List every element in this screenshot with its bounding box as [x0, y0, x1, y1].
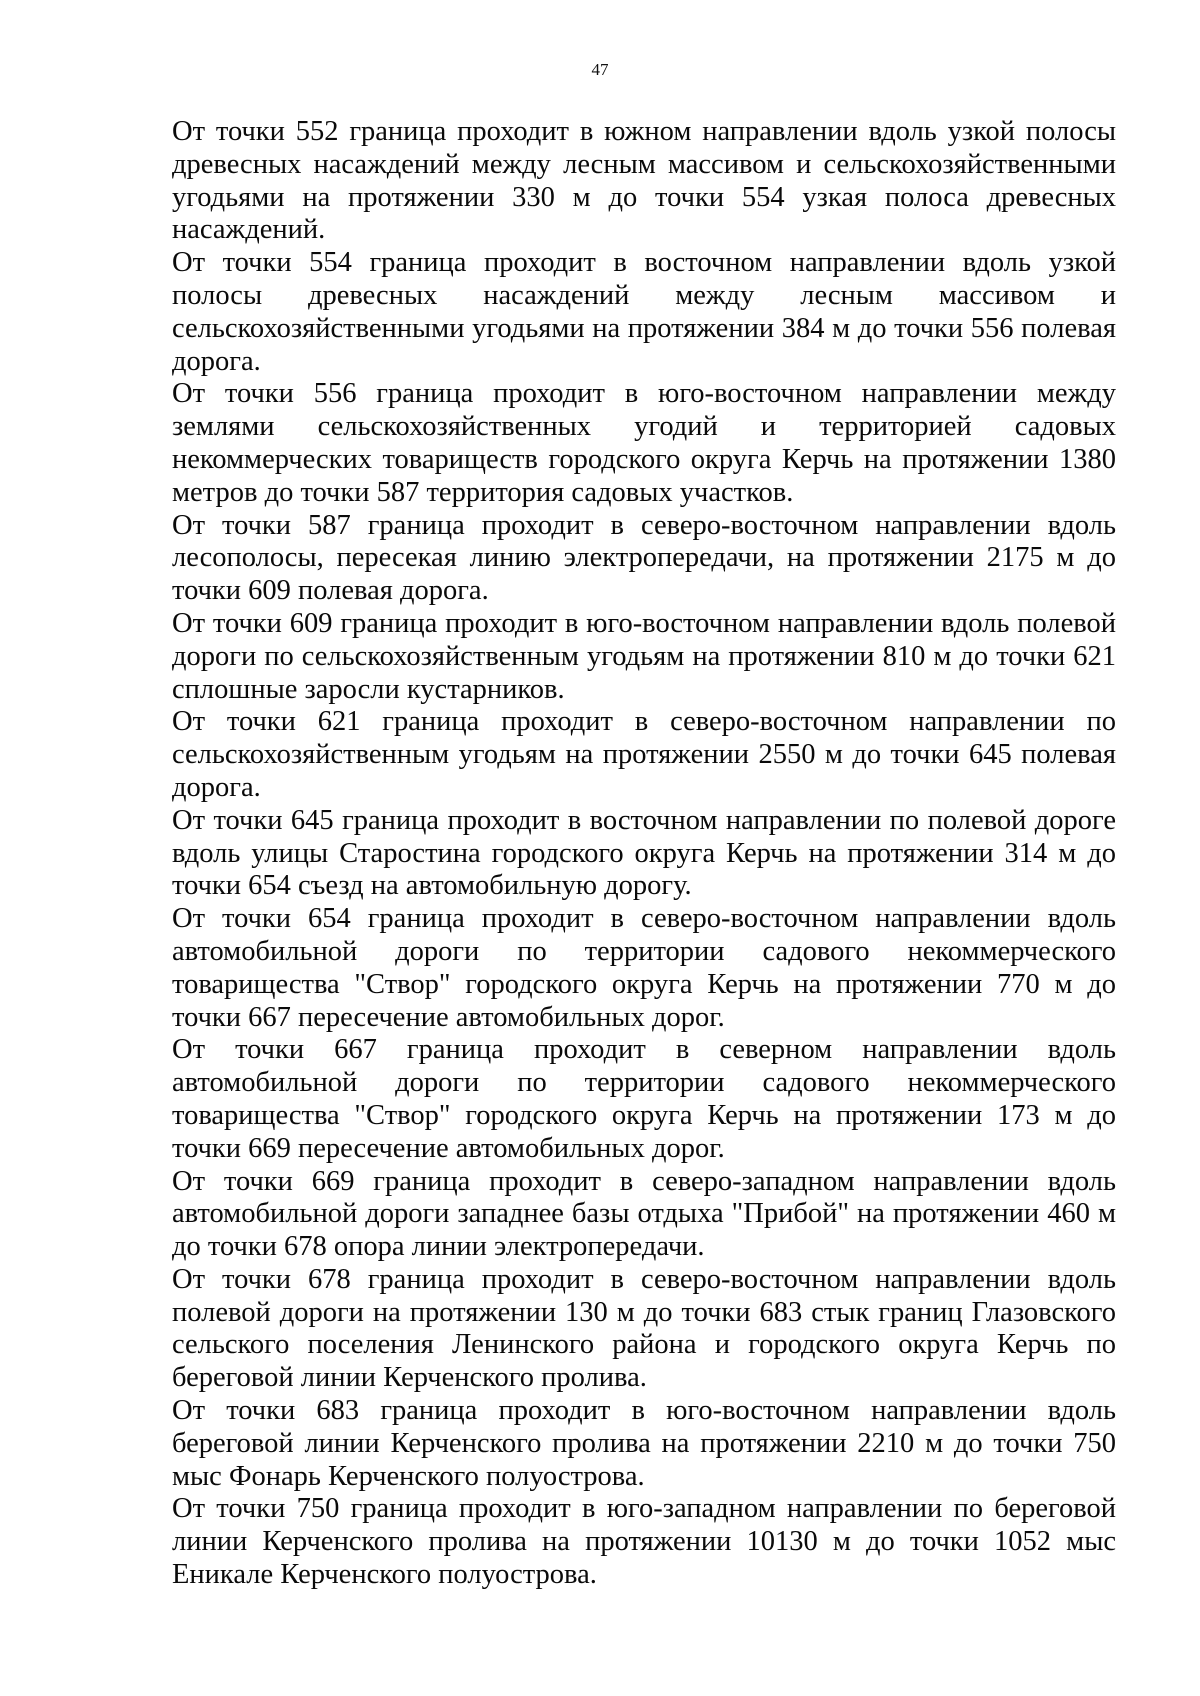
paragraph: От точки 621 граница проходит в северо-восточном направлении по сельскохозяйственным угодьям на протяжении 2550 м до точки 645 полевая дорога.: [172, 706, 1116, 803]
paragraph: От точки 552 граница проходит в южном направлении вдоль узкой полосы древесных насаждений между лесным массивом и сельскохозяйственными угодьями на протяжении 330 м до точки 554 узкая полоса древесных насаждений.: [172, 116, 1116, 246]
paragraph: От точки 683 граница проходит в юго-восточном направлении вдоль береговой линии Керченского пролива на протяжении 2210 м до точки 750 мыс Фонарь Керченского полуострова.: [172, 1395, 1116, 1492]
paragraph: От точки 645 граница проходит в восточном направлении по полевой дороге вдоль улицы Старостина городского округа Керчь на протяжении 314 м до точки 654 съезд на автомобильную дорогу.: [172, 804, 1116, 902]
document-body: [172, 116, 1116, 1592]
paragraph: От точки 609 граница проходит в юго-восточном направлении вдоль полевой дороги по сельскохозяйственным угодьям на протяжении 810 м до точки 621 сплошные заросли кустарников.: [172, 607, 1116, 705]
paragraph: От точки 667 граница проходит в северном направлении вдоль автомобильной дороги по территории садового некоммерческого товарищества "Створ" городского округа Керчь на протяжении 173 м до точки 669 пересечение автомобильных дорог.: [172, 1034, 1116, 1164]
paragraph: От точки 654 граница проходит в северо-восточном направлении вдоль автомобильной дороги по территории садового некоммерческого товарищества "Створ" городского округа Керчь на протяжении 770 м до точки 667 пересечение автомобильных дорог.: [172, 903, 1116, 1033]
paragraph: От точки 750 граница проходит в юго-западном направлении по береговой линии Керченского пролива на протяжении 10130 м до точки 1052 мыс Еникале Керченского полуострова.: [172, 1493, 1116, 1591]
paragraph: От точки 554 граница проходит в восточном направлении вдоль узкой полосы древесных насаждений между лесным массивом и сельскохозяйственными угодьями на протяжении 384 м до точки 556 полевая дорога.: [172, 247, 1116, 377]
paragraph: От точки 678 граница проходит в северо-восточном направлении вдоль полевой дороги на протяжении 130 м до точки 683 стык границ Глазовского сельского поселения Ленинского района и городского округа Керчь по береговой линии Керченского пролива.: [172, 1263, 1116, 1394]
paragraph: От точки 587 граница проходит в северо-восточном направлении вдоль лесополосы, пересекая линию электропередачи, на протяжении 2175 м до точки 609 полевая дорога.: [172, 509, 1116, 607]
paragraph: От точки 669 граница проходит в северо-западном направлении вдоль автомобильной дороги западнее базы отдыха "Прибой" на протяжении 460 м до точки 678 опора линии электропередачи.: [172, 1165, 1116, 1263]
paragraph: От точки 556 граница проходит в юго-восточном направлении между землями сельскохозяйственных угодий и территорией садовых некоммерческих товариществ городского округа Керчь на протяжении 1380 метров до точки 587 территория садовых участков.: [172, 378, 1116, 508]
page-number: 47: [591, 60, 609, 79]
